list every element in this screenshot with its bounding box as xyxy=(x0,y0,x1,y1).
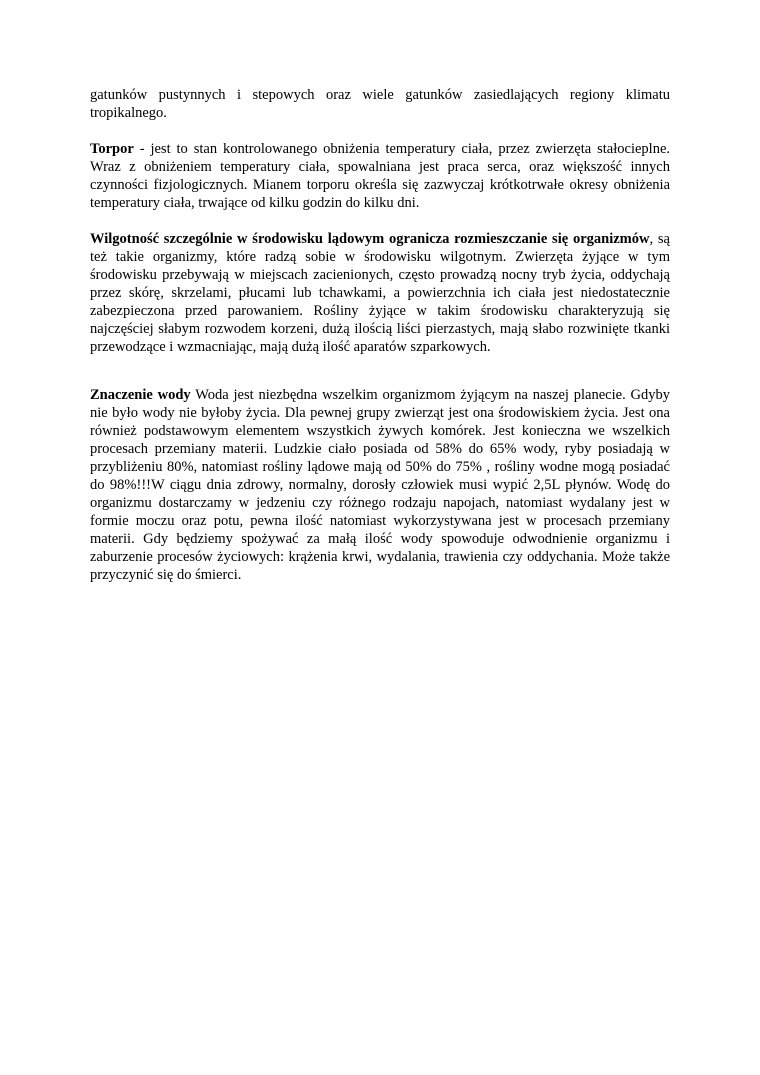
paragraph-wilgotnosc xyxy=(90,230,670,356)
paragraph-intro-tail xyxy=(90,86,670,122)
paragraph-wilgotnosc-body: , są też takie organizmy, które radzą sobie w środowisku wilgotnym. Zwierzęta żyjące w tym środowisku przebywają w miejscach zacienionych, często prowadzą nocny tryb życia, oddychają przez skórę, skrzelami, płucami lub tchawkami, a powierzchnia ich ciała jest niedostatecznie zabezpieczona przed parowaniem. Rośliny żyjące w takim środowisku charakteryzują się najczęściej słabym rozwodem korzeni, dużą ilością liści pierzastych, mają słabo rozwinięte tkanki przewodzące i wzmacniając, mają dużą ilość aparatów szparkowych. xyxy=(90,231,670,355)
paragraph-torpor xyxy=(90,140,670,212)
paragraph-torpor-body: - jest to stan kontrolowanego obniżenia temperatury ciała, przez zwierzęta stałocieplne. Wraz z obniżeniem temperatury ciała, spowalniana jest praca serca, oraz większość innych czynności fizjologicznych. Mianem torporu określa się zazwyczaj krótkotrwałe okresy obniżenia temperatury ciała, trwające od kilku godzin do kilku dni. xyxy=(90,141,670,211)
paragraph-znaczenie-wody xyxy=(90,386,670,584)
paragraph-wilgotnosc-bold-lead: Wilgotność szczególnie w środowisku lądowym ogranicza rozmieszczanie się organizmów xyxy=(90,231,650,247)
paragraph-znaczenie-wody-bold-lead: Znaczenie wody xyxy=(90,387,191,403)
paragraph-znaczenie-wody-body: Woda jest niezbędna wszelkim organizmom żyjącym na naszej planecie. Gdyby nie było wody nie byłoby życia. Dla pewnej grupy zwierząt jest ona środowiskiem życia. Jest ona również podstawowym elementem wszystkich żywych komórek. Jest konieczna we wszelkich procesach przemiany materii. Ludzkie ciało posiada od 58% do 65% wody, ryby posiadają w przybliżeniu 80%, natomiast rośliny lądowe mają od 50% do 75% , rośliny wodne mogą posiadać do 98%!!!W ciągu dnia zdrowy, normalny, dorosły człowiek musi wypić 2,5L płynów. Wodę do organizmu dostarczamy w jedzeniu czy różnego rodzaju napojach, natomiast wydalany jest w formie moczu oraz potu, pewna ilość natomiast wykorzystywana jest w procesach przemiany materii. Gdy będziemy spożywać za małą ilość wody spowoduje odwodnienie organizmu i zaburzenie procesów życiowych: krążenia krwi, wydalania, trawienia czy oddychania. Może także przyczynić się do śmierci. xyxy=(90,387,670,583)
paragraph-torpor-bold-lead: Torpor xyxy=(90,141,134,157)
paragraph-intro-tail-body: gatunków pustynnych i stepowych oraz wiele gatunków zasiedlających regiony klimatu tropikalnego. xyxy=(90,87,670,121)
document-text-block xyxy=(90,86,670,602)
